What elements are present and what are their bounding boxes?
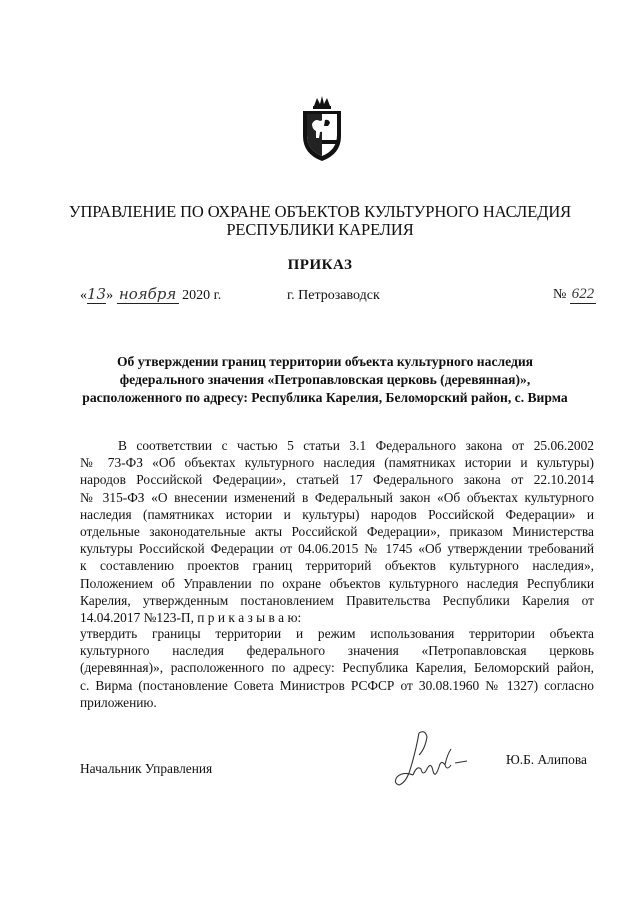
text-line: культуры Российской Федерации от 04.06.2015 № 1745 «Об утверждении требований [80, 541, 594, 557]
text-line: отдельные законодательные акты Российской Федерации», приказом Министерства [80, 523, 594, 539]
text-line: культурного наследия федерального значения «Петропавловская церковь [80, 643, 594, 659]
text-line: В соответствии с частью 5 статьи 3.1 Федерального закона от 25.06.2002 [118, 438, 594, 453]
text-line: Карелия, утвержденным постановлением Правительства Республики Карелия от [80, 592, 594, 608]
subject-line: федерального значения «Петропавловская церковь (деревянная)», [119, 372, 531, 387]
text-line: Положением об Управлении по охране объектов культурного наследия Республики [80, 575, 594, 591]
date-close-quote: » [106, 288, 114, 303]
number-value: 622 [571, 286, 595, 302]
subject-line: расположенного по адресу: Республика Карелия, Беломорский район, с. Вирма [82, 390, 568, 405]
signatory-title: Начальник Управления [80, 761, 213, 776]
text-line: 14.04.2017 №123-П, п р и к а з ы в а ю: [80, 609, 302, 625]
text-line: № 315-ФЗ «О внесении изменений в Федеральный закон «Об объектах культурного [80, 489, 594, 505]
document-date [80, 285, 221, 309]
subject-line: Об утверждении границ территории объекта культурного наследия [116, 354, 534, 369]
document-number [553, 286, 596, 304]
order-paragraph [80, 625, 594, 711]
text-line: (деревянная)», расположенного по адресу: Республика Карелия, Беломорский район, [80, 660, 594, 676]
date-day: 13 [87, 285, 107, 303]
preamble-paragraph [80, 437, 594, 626]
date-open-quote: « [80, 288, 87, 303]
handwritten-signature-icon [385, 725, 475, 790]
text-line: наследия (памятниках истории и культуры) народов Российской Федерации» и [80, 506, 594, 522]
agency-name-line1: УПРАВЛЕНИЕ ПО ОХРАНЕ ОБЪЕКТОВ КУЛЬТУРНОГО НАСЛЕДИЯ [68, 202, 572, 221]
text-line: народов Российской Федерации», статьей 17 Федерального закона от 22.10.2014 [80, 472, 594, 488]
text-line: к составлению проектов границ территорий объектов культурного наследия», [80, 558, 594, 574]
coat-of-arms-icon [300, 96, 344, 162]
agency-name-line2: РЕСПУБЛИКИ КАРЕЛИЯ [226, 220, 414, 239]
date-month: ноября [117, 285, 179, 304]
document-city: г. Петрозаводск [287, 288, 380, 303]
document-subject [80, 353, 570, 407]
number-label: № [553, 287, 567, 302]
document-type-title: ПРИКАЗ [287, 257, 353, 273]
text-line: № 73-ФЗ «Об объектах культурного наследия (памятниках истории и культуры) [80, 455, 594, 471]
text-line: утвердить границы территории и режим использования территории объекта [80, 626, 594, 641]
date-year: 2020 г. [182, 288, 222, 303]
signatory-name: Ю.Б. Алипова [506, 752, 587, 767]
text-line: приложению. [80, 694, 157, 710]
text-line: с. Вирма (постановление Совета Министров РСФСР от 30.08.1960 № 1327) согласно [80, 677, 594, 693]
